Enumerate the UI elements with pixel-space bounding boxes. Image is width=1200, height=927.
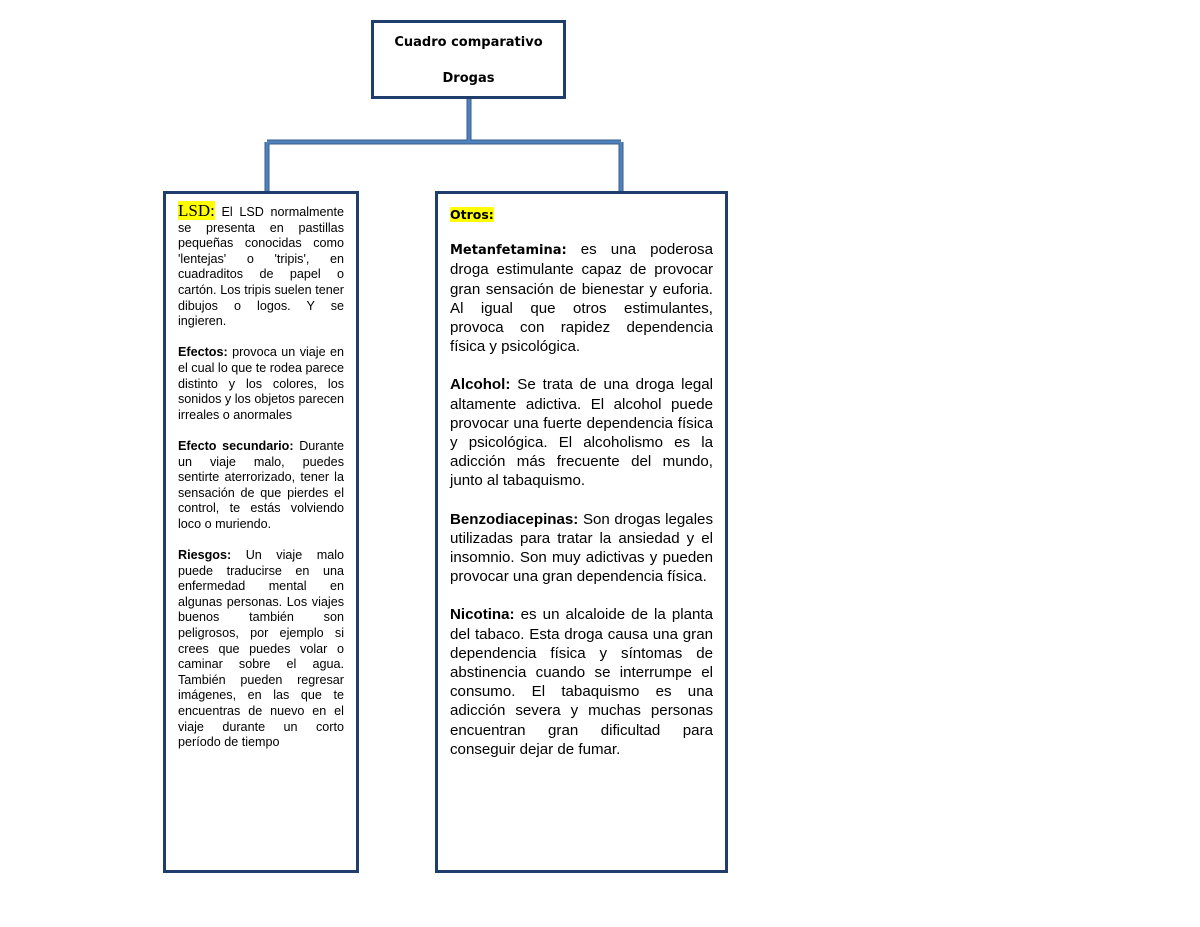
metanfetamina-paragraph xyxy=(450,240,713,356)
alcohol-paragraph xyxy=(450,375,713,490)
nicotina-text: es un alcaloide de la planta del tabaco. Esta droga causa una gran dependencia física y síntomas de abstinencia cuando se interrumpe el consumo. El tabaquismo es una adicción severa y muchas personas encuentran gran dificultad para conseguir dejar de fumar. xyxy=(450,606,713,758)
secundario-text: Durante un viaje malo, puedes sentirte aterrorizado, tener la sensación de que pierdes el control, te estás volviendo loco o muriendo. xyxy=(178,438,344,531)
diagram-subtitle: Drogas xyxy=(442,71,495,86)
alcohol-label: Alcohol: xyxy=(450,376,511,394)
riesgos-paragraph xyxy=(178,548,344,751)
riesgos-text: Un viaje malo puede traducirse en una enfermedad mental en algunas personas. Los viajes buenos también son peligrosos, por ejemplo si crees que puedes volar o caminar sobre el agua. También pueden regresar imágenes, en las que te encuentras de nuevo en el viaje durante un corto período de tiempo xyxy=(178,548,345,750)
riesgos-label: Riesgos: xyxy=(178,548,232,563)
nicotina-paragraph xyxy=(450,605,713,759)
nicotina-label: Nicotina: xyxy=(450,606,515,624)
otros-heading xyxy=(450,205,713,224)
title-box xyxy=(371,20,566,99)
alcohol-text: Se trata de una droga legal altamente adictiva. El alcohol puede provocar una fuerte dependencia física y psicológica. El alcoholismo es la adicción más frecuente del mundo, junto al tabaquismo. xyxy=(450,376,713,490)
metanfetamina-text: es una poderosa droga estimulante capaz de provocar gran sensación de bienestar y euforia. Al igual que otros estimulantes, provoca con rapidez dependencia física y psicológica. xyxy=(450,241,714,356)
metanfetamina-label: Metanfetamina: xyxy=(450,243,567,259)
otros-box xyxy=(435,191,728,873)
benzodiacepinas-label: Benzodiacepinas: xyxy=(450,510,579,528)
efectos-paragraph xyxy=(178,345,344,423)
lsd-label: LSD: xyxy=(178,201,215,220)
secundario-label: Efecto secundario: xyxy=(178,438,294,453)
secundario-paragraph xyxy=(178,439,344,533)
efectos-label: Efectos: xyxy=(178,345,228,360)
diagram-title: Cuadro comparativo xyxy=(394,35,543,50)
benzodiacepinas-text: Son drogas legales utilizadas para tratar la ansiedad y el insomnio. Son muy adictivas y pueden provocar una gran dependencia física. xyxy=(450,510,713,586)
lsd-intro-paragraph xyxy=(178,203,344,330)
efectos-text: provoca un viaje en el cual lo que te rodea parece distinto y los colores, los sonidos y los objetos parecen irreales o anormales xyxy=(178,345,345,422)
lsd-box xyxy=(163,191,359,873)
benzodiacepinas-paragraph xyxy=(450,510,713,587)
lsd-intro-text: El LSD normalmente se presenta en pastillas pequeñas conocidas como 'lentejas' o 'tripis', en cuadraditos de papel o cartón. Los tripis suelen tener dibujos o logos. Y se ingieren. xyxy=(178,205,344,329)
otros-label: Otros: xyxy=(450,207,494,222)
